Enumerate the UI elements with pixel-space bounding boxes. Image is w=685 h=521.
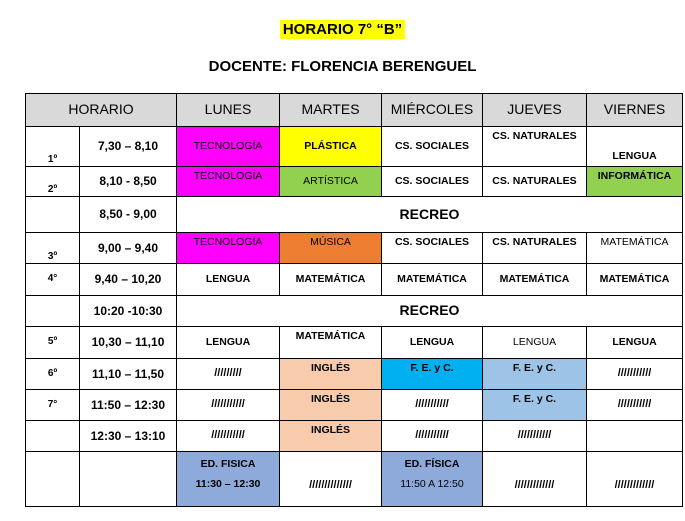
time-slot: 7,30 – 8,10 xyxy=(80,127,177,167)
time-slot: 12:30 – 13:10 xyxy=(80,421,177,452)
subject-cell: /////////// xyxy=(587,359,683,390)
subject-cell: LENGUA xyxy=(483,327,587,359)
period-number xyxy=(26,452,80,507)
header-viernes: VIERNES xyxy=(587,94,683,127)
header-martes: MARTES xyxy=(280,94,382,127)
time-slot: 11,10 – 11,50 xyxy=(80,359,177,390)
subject-cell: MATEMÁTICA xyxy=(587,233,683,264)
period-number: 4° xyxy=(26,264,80,296)
subject-cell: TECNOLOGÍA xyxy=(177,127,280,167)
subject-cell: ///////// xyxy=(177,359,280,390)
period-number xyxy=(26,197,80,233)
header-row xyxy=(26,94,683,127)
subject-cell: MATEMÁTICA xyxy=(280,327,382,359)
subject-cell: MATEMÁTICA xyxy=(382,264,483,296)
subject-cell: INGLÉS xyxy=(280,359,382,390)
subject-cell: CS. SOCIALES xyxy=(382,127,483,167)
time-slot: 10,30 – 11,10 xyxy=(80,327,177,359)
period-number: 1º xyxy=(26,127,80,167)
table-row xyxy=(26,452,683,507)
table-row xyxy=(26,264,683,296)
header-jueves: JUEVES xyxy=(483,94,587,127)
time-slot: 11:50 – 12:30 xyxy=(80,390,177,421)
subject-cell: F. E. y C. xyxy=(382,359,483,390)
subject-cell: F. E. y C. xyxy=(483,359,587,390)
subject-cell: MATEMÁTICA xyxy=(483,264,587,296)
header-miercoles: MIÉRCOLES xyxy=(382,94,483,127)
time-slot: 8,50 - 9,00 xyxy=(80,197,177,233)
subject-cell: INGLÉS xyxy=(280,421,382,452)
time-slot: 8,10 - 8,50 xyxy=(80,167,177,197)
subject-cell: TECNOLOGÍA xyxy=(177,233,280,264)
subject-cell: F. E. y C. xyxy=(483,390,587,421)
header-horario: HORARIO xyxy=(26,94,177,127)
period-number xyxy=(26,421,80,452)
ed-fisica-cell xyxy=(382,452,483,507)
period-number xyxy=(26,296,80,327)
subject-cell: /////////// xyxy=(483,421,587,452)
teacher-name: DOCENTE: FLORENCIA BERENGUEL xyxy=(208,58,477,75)
subject-cell: /////////// xyxy=(177,421,280,452)
subject-cell: ARTÍSTICA xyxy=(280,167,382,197)
subject-cell: CS. SOCIALES xyxy=(382,167,483,197)
subject-cell: LENGUA xyxy=(177,327,280,359)
ed-fisica-time: 11:50 A 12:50 xyxy=(400,477,464,490)
subject-cell: /////////// xyxy=(177,390,280,421)
subject-cell: LENGUA xyxy=(587,327,683,359)
table-row xyxy=(26,127,683,167)
subject-cell: MATEMÁTICA xyxy=(280,264,382,296)
ed-fisica-cell xyxy=(177,452,280,507)
time-slot: 9,00 – 9,40 xyxy=(80,233,177,264)
page-title: HORARIO 7° “B” xyxy=(280,20,405,39)
schedule-table xyxy=(25,93,683,507)
recreo-label: RECREO xyxy=(177,296,683,327)
subject-cell: LENGUA xyxy=(382,327,483,359)
ed-fisica-time: 11:30 – 12:30 xyxy=(195,477,261,490)
subject-cell: MATEMÁTICA xyxy=(587,264,683,296)
table-row xyxy=(26,197,683,233)
subject-cell: /////////// xyxy=(382,421,483,452)
subject-cell: TECNOLOGÍA xyxy=(177,167,280,197)
table-row xyxy=(26,167,683,197)
subject-cell: ///////////// xyxy=(483,452,587,507)
subject-cell: ////////////// xyxy=(280,452,382,507)
table-row xyxy=(26,296,683,327)
table-row xyxy=(26,390,683,421)
table-row xyxy=(26,421,683,452)
period-number: 2º xyxy=(26,167,80,197)
subject-cell: MÚSICA xyxy=(280,233,382,264)
ed-fisica-label: ED. FÍSICA xyxy=(404,458,460,470)
subject-cell: CS. NATURALES xyxy=(483,127,587,167)
time-slot: 9,40 – 10,20 xyxy=(80,264,177,296)
subject-cell: LENGUA xyxy=(587,127,683,167)
ed-fisica-label: ED. FISICA xyxy=(200,458,256,470)
subject-cell: /////////// xyxy=(587,390,683,421)
period-number: 7° xyxy=(26,390,80,421)
header-lunes: LUNES xyxy=(177,94,280,127)
table-row xyxy=(26,327,683,359)
subject-cell: CS. SOCIALES xyxy=(382,233,483,264)
subject-cell: INFORMÁTICA xyxy=(587,167,683,197)
period-number: 5º xyxy=(26,327,80,359)
subject-cell: INGLÉS xyxy=(280,390,382,421)
time-slot xyxy=(80,452,177,507)
subject-cell: CS. NATURALES xyxy=(483,167,587,197)
subject-cell: PLÁSTICA xyxy=(280,127,382,167)
recreo-label: RECREO xyxy=(177,197,683,233)
time-slot: 10:20 -10:30 xyxy=(80,296,177,327)
subject-cell: CS. NATURALES xyxy=(483,233,587,264)
period-number: 6º xyxy=(26,359,80,390)
subject-cell: /////////// xyxy=(382,390,483,421)
subject-cell: ///////////// xyxy=(587,452,683,507)
table-row xyxy=(26,359,683,390)
period-number: 3º xyxy=(26,233,80,264)
table-row xyxy=(26,233,683,264)
subject-cell: LENGUA xyxy=(177,264,280,296)
subject-cell xyxy=(587,421,683,452)
